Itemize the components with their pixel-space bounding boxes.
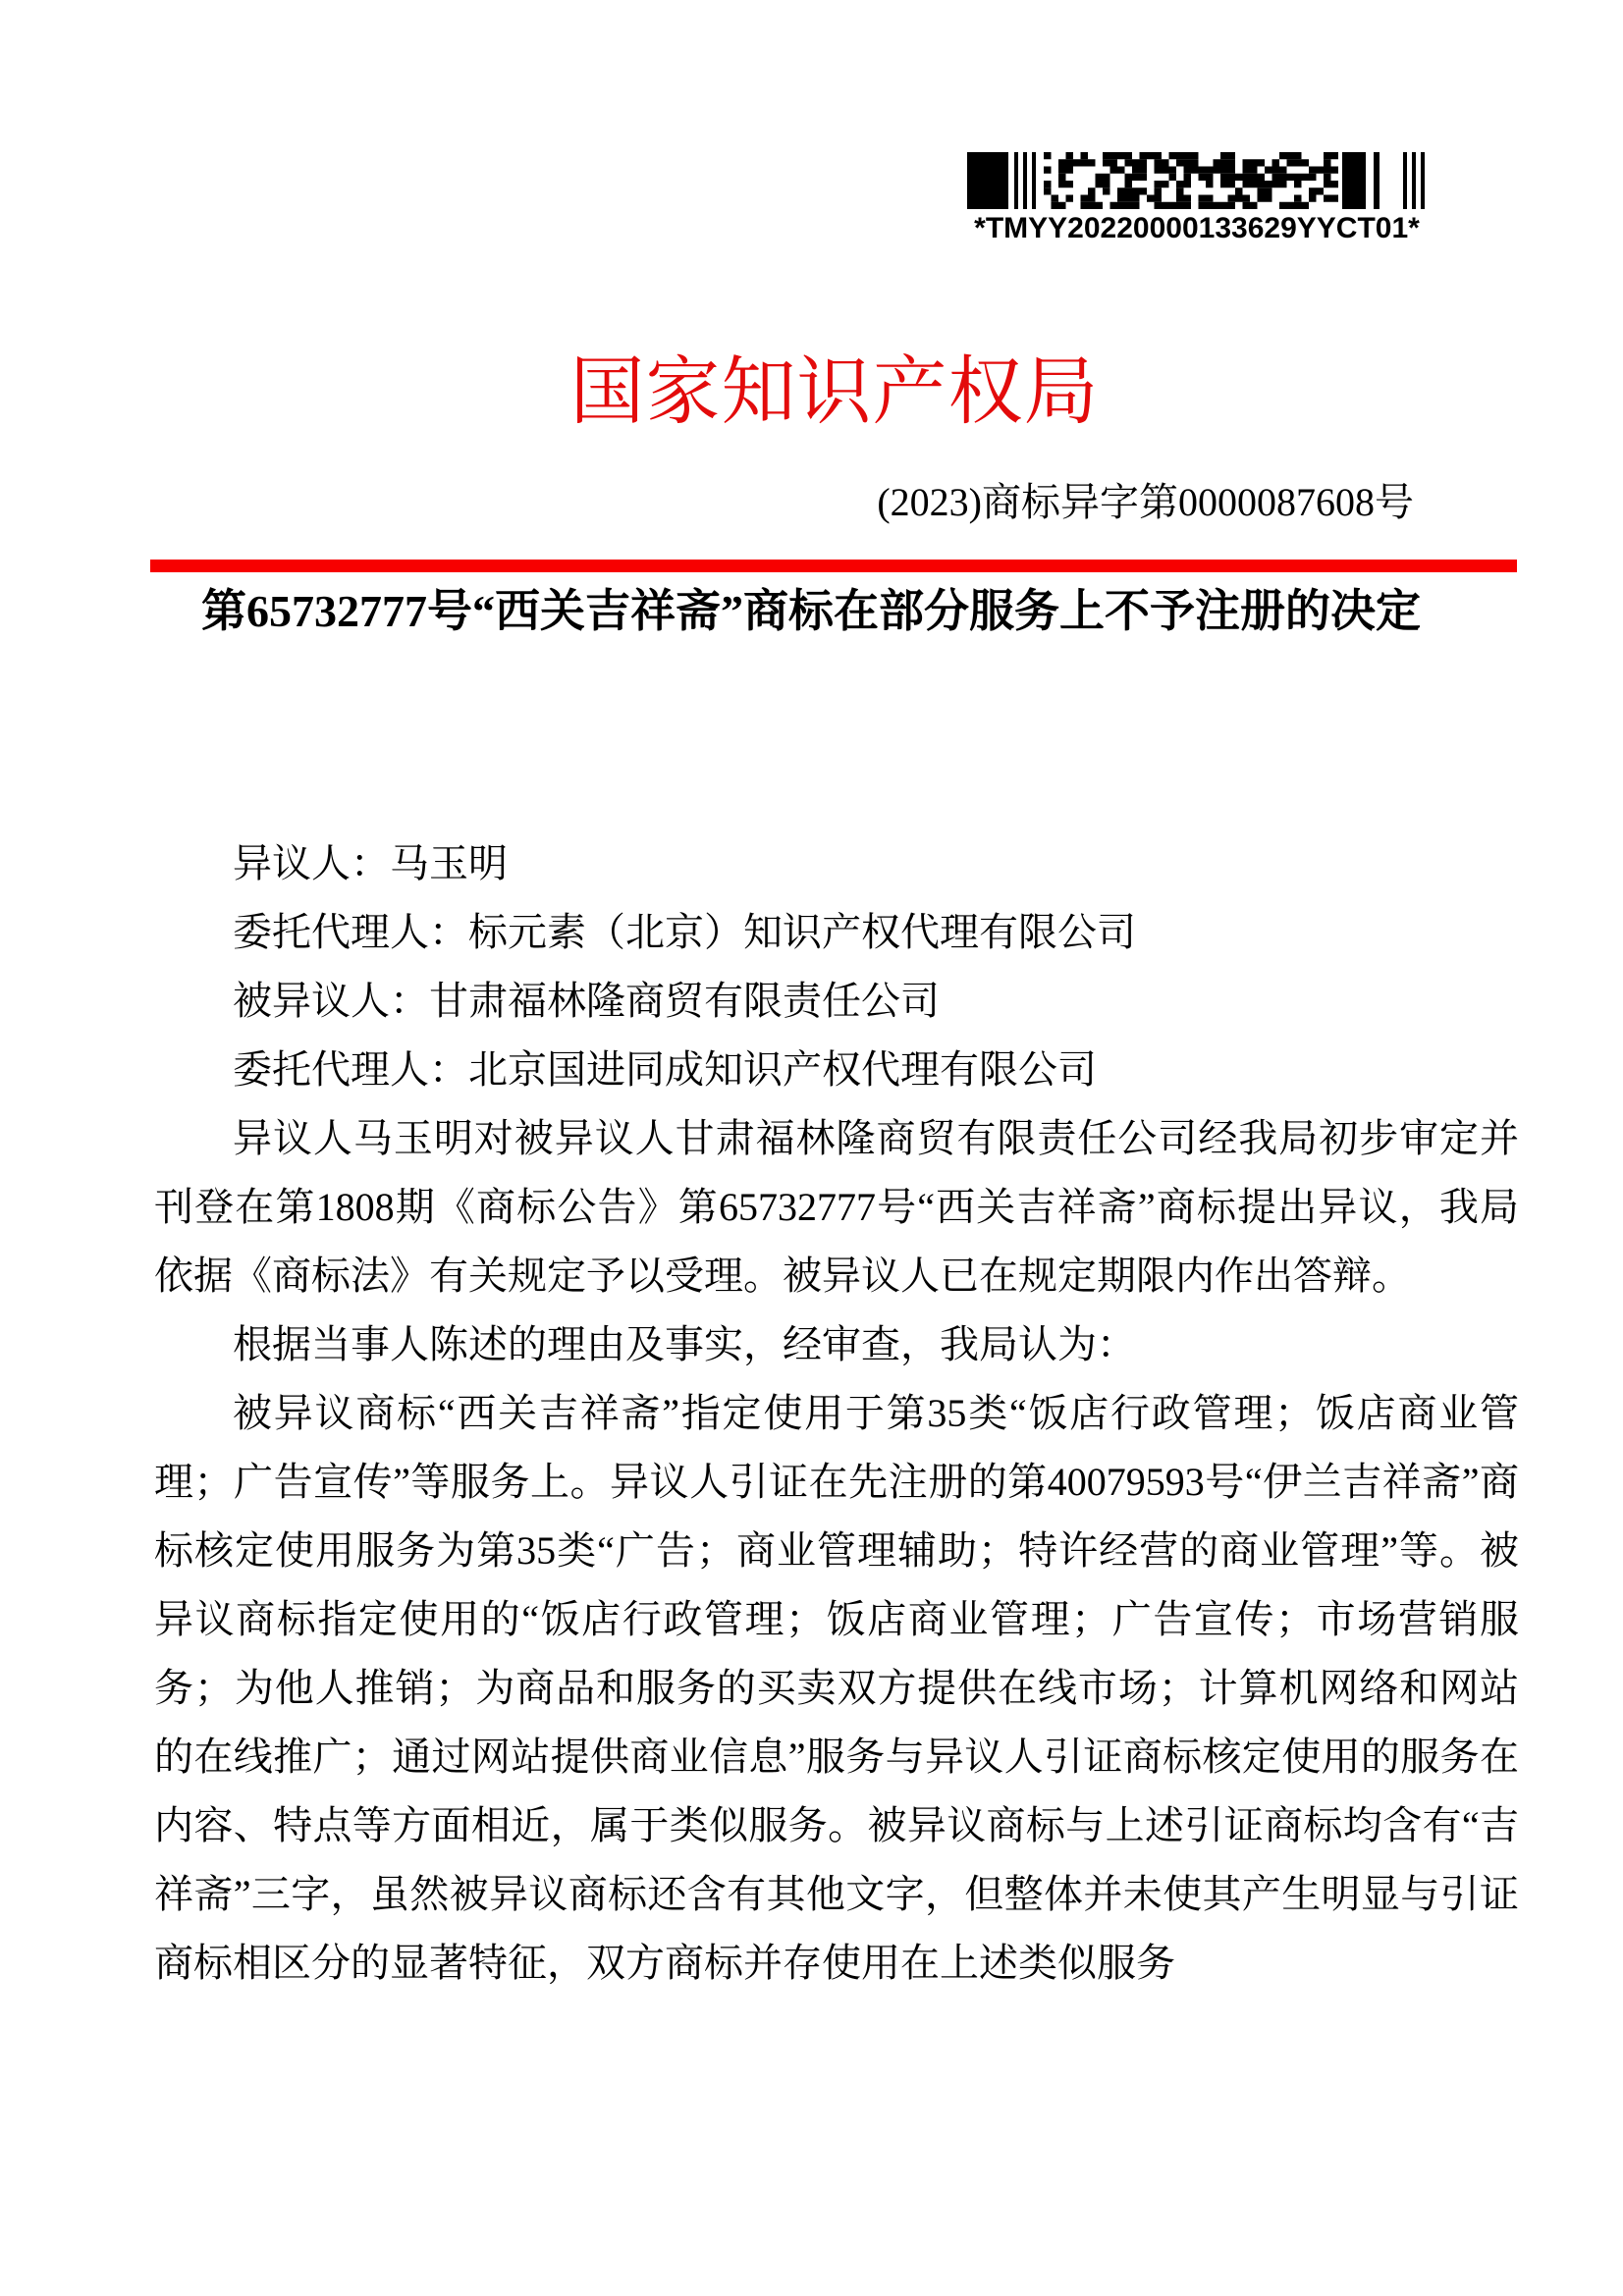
opposed-party-line: 被异议人：甘肃福林隆商贸有限责任公司 bbox=[233, 979, 940, 1023]
case-intro-paragraph: 异议人马玉明对被异议人甘肃福林隆商贸有限责任公司经我局初步审定并刊登在第1808期《商标公告》第65732777号“西关吉祥斋”商标提出异议，我局依据《商标法》有关规定予以受理。被异议人已在规定期限内作出答辩。 bbox=[154, 1116, 1519, 1298]
barcode-image bbox=[967, 152, 1425, 209]
red-divider bbox=[150, 560, 1517, 572]
barcode-text: *TMYY20220000133629YYCT01* bbox=[974, 212, 1420, 244]
decision-title: 第65732777号“西关吉祥斋”商标在部分服务上不予注册的决定 bbox=[201, 586, 1421, 636]
opponent-line: 异议人：马玉明 bbox=[233, 841, 508, 885]
doc-number: (2023)商标异字第0000087608号 bbox=[877, 480, 1414, 524]
findings-paragraph: 被异议商标“西关吉祥斋”指定使用于第35类“饭店行政管理；饭店商业管理；广告宣传”等服务上。异议人引证在先注册的第40079593号“伊兰吉祥斋”商标核定使用服务为第35类“广告；商业管理辅助；特许经营的商业管理”等。被异议商标指定使用的“饭店行政管理；饭店商业管理；广告宣传；市场营销服务；为他人推销；为商品和服务的买卖双方提供在线市场；计算机网络和网站的在线推广；通过网站提供商业信息”服务与异议人引证商标核定使用的服务在内容、特点等方面相近，属于类似服务。被异议商标与上述引证商标均含有“吉祥斋”三字，虽然被异议商标还含有其他文字，但整体并未使其产生明显与引证商标相区分的显著特征，双方商标并存使用在上述类似服务 bbox=[154, 1391, 1519, 1985]
agency-title: 国家知识产权局 bbox=[569, 351, 1100, 434]
opponent-agent-line: 委托代理人：标元素（北京）知识产权代理有限公司 bbox=[233, 910, 1136, 954]
review-intro-paragraph: 根据当事人陈述的理由及事实，经审查，我局认为： bbox=[233, 1322, 1136, 1366]
opposed-agent-line: 委托代理人：北京国进同成知识产权代理有限公司 bbox=[233, 1047, 1097, 1092]
barcode bbox=[967, 152, 1427, 245]
document-body bbox=[154, 829, 1519, 1998]
